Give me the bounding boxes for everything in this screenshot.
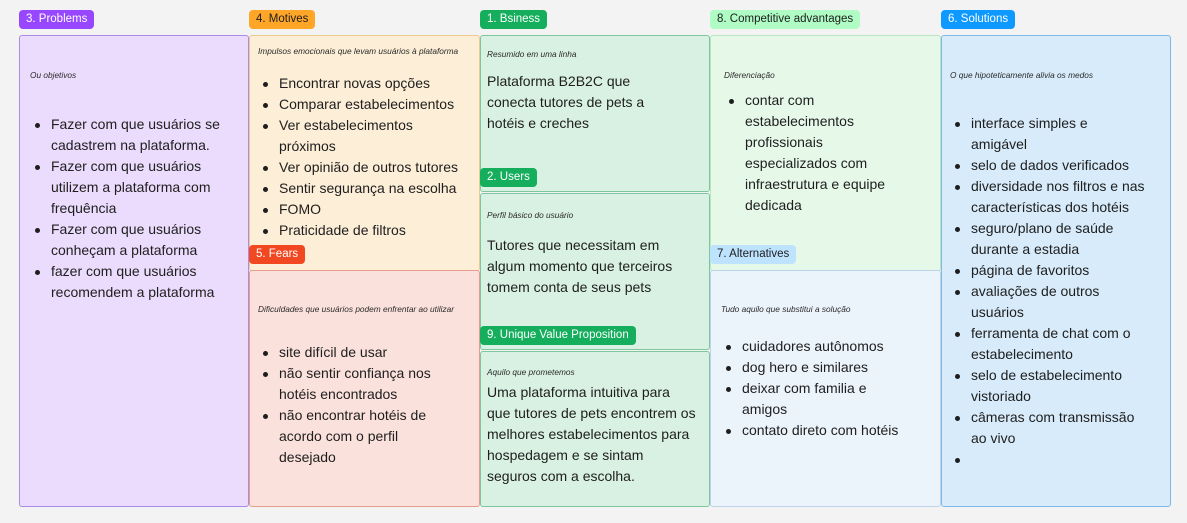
list-item: contato direto com hotéis	[722, 420, 922, 441]
problems-tag: 3. Problems	[19, 10, 94, 29]
list-item: deixar com familia e amigos	[722, 378, 882, 420]
list-item: contar com estabelecimentos profissionais especializados com infraestrutura e equipe dedicada	[725, 90, 910, 216]
problems-list	[31, 114, 236, 303]
users-subtitle: Perfil básico do usuário	[487, 210, 574, 220]
alternatives-subtitle: Tudo aquilo que substitui a solução	[721, 304, 851, 314]
list-item: site difícil de usar	[259, 342, 454, 363]
advantages-subtitle: Diferenciação	[724, 70, 775, 80]
list-item: Fazer com que usuários se cadastrem na plataforma.	[31, 114, 236, 156]
list-item: Encontrar novas opções	[259, 73, 474, 94]
list-item: câmeras com transmissão ao vivo	[951, 407, 1151, 449]
users-text: Tutores que necessitam em algum momento que terceiros tomem conta de seus pets	[487, 237, 673, 295]
list-item: ferramenta de chat com o estabelecimento	[951, 323, 1151, 365]
uvp-tag: 9. Unique Value Proposition	[480, 326, 636, 345]
motives-tag: 4. Motives	[249, 10, 315, 29]
list-item: selo de estabelecimento vistoriado	[951, 365, 1151, 407]
business-subtitle: Resumido em uma linha	[487, 49, 577, 59]
list-item: FOMO	[259, 199, 474, 220]
list-item: não sentir confiança nos hotéis encontrados	[259, 363, 454, 405]
problems-subtitle: Ou objetivos	[30, 70, 77, 80]
list-item: Praticidade de filtros	[259, 220, 474, 241]
users-tag: 2. Users	[480, 168, 537, 187]
fears-list	[259, 342, 454, 468]
motives-list	[259, 73, 474, 241]
list-item: página de favoritos	[951, 260, 1161, 281]
uvp-subtitle: Aquilo que prometemos	[487, 367, 575, 377]
alternatives-list	[722, 336, 922, 441]
list-item: não encontrar hotéis de acordo com o perfil desejado	[259, 405, 454, 468]
business-text: Plataforma B2B2C que conecta tutores de pets a hotéis e creches	[487, 73, 645, 131]
list-item: Fazer com que usuários utilizem a plataforma com frequência	[31, 156, 236, 219]
solutions-subtitle: O que hipoteticamente alivia os medos	[950, 70, 1093, 80]
advantages-list	[725, 90, 910, 216]
list-item: diversidade nos filtros e nas características dos hotéis	[951, 176, 1161, 218]
list-item: Ver estabelecimentos próximos	[259, 115, 429, 157]
alternatives-tag: 7. Alternatives	[710, 245, 796, 264]
advantages-tag: 8. Competitive advantages	[710, 10, 860, 29]
list-item: interface simples e amigável	[951, 113, 1111, 155]
list-item: fazer com que usuários recomendem a plataforma	[31, 261, 236, 303]
uvp-text: Uma plataforma intuitiva para que tutores de pets encontrem os melhores estabelecimentos para hospedagem e se sintam seguros com a escolha.	[487, 384, 696, 484]
list-item: cuidadores autônomos	[722, 336, 922, 357]
solutions-list	[951, 113, 1161, 470]
list-item: dog hero e similares	[722, 357, 922, 378]
motives-subtitle: Impulsos emocionais que levam usuários à plataforma	[258, 46, 459, 56]
fears-subtitle: Dificuldades que usuários podem enfrentar ao utilizar	[258, 304, 455, 314]
list-item: avaliações de outros usuários	[951, 281, 1131, 323]
fears-tag: 5. Fears	[249, 245, 305, 264]
list-item: Comparar estabelecimentos	[259, 94, 474, 115]
solutions-tag: 6. Solutions	[941, 10, 1015, 29]
business-tag: 1. Bsiness	[480, 10, 547, 29]
list-item: Ver opinião de outros tutores	[259, 157, 474, 178]
list-item: selo de dados verificados	[951, 155, 1161, 176]
list-item: Sentir segurança na escolha	[259, 178, 474, 199]
list-item: Fazer com que usuários conheçam a plataforma	[31, 219, 236, 261]
list-item: seguro/plano de saúde durante a estadia	[951, 218, 1131, 260]
list-item	[951, 449, 1161, 470]
